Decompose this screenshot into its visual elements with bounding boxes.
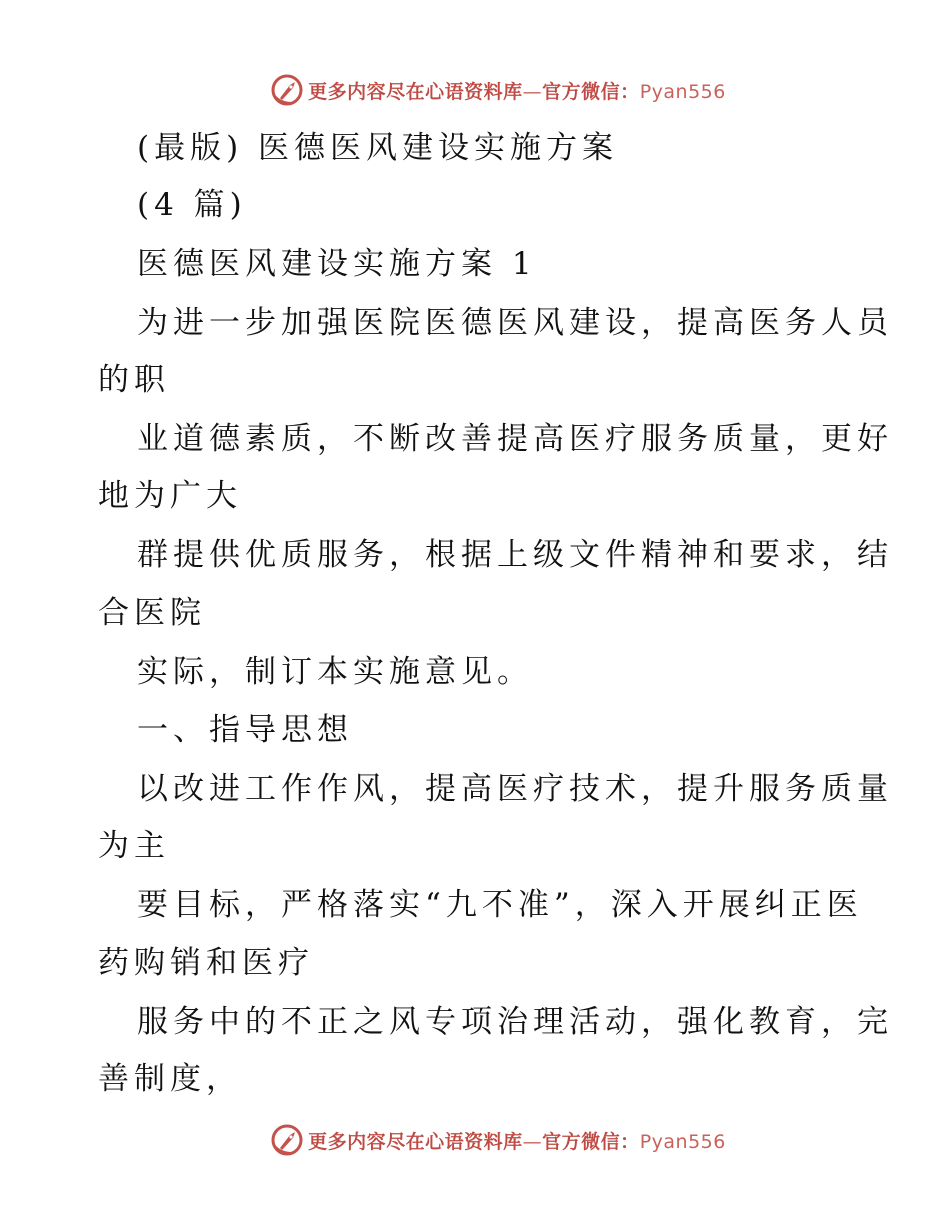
section-heading: 医德医风建设实施方案 1 bbox=[137, 246, 537, 282]
banner-main-text: 更多内容尽在心语资料库 bbox=[308, 1130, 523, 1153]
paragraph-line: 为主 bbox=[98, 828, 170, 864]
paragraph-line: 服务中的不正之风专项治理活动，强化教育，完 bbox=[137, 1004, 893, 1040]
banner-text bbox=[308, 77, 726, 104]
paragraph-line: 合医院 bbox=[98, 595, 206, 631]
paragraph-line: 群提供优质服务，根据上级文件精神和要求，结 bbox=[137, 537, 893, 573]
header-banner bbox=[0, 68, 950, 112]
banner-text bbox=[308, 1127, 726, 1154]
pen-nib-logo-icon bbox=[270, 1123, 304, 1157]
banner-wechat-label: 官方微信： bbox=[542, 1130, 640, 1153]
paragraph-line: 药购销和医疗 bbox=[98, 945, 314, 981]
paragraph-line: 善制度， bbox=[98, 1061, 242, 1097]
paragraph-line: 地为广大 bbox=[98, 478, 242, 514]
banner-wechat-id: Pyan556 bbox=[639, 80, 726, 103]
paragraph-line: 业道德素质，不断改善提高医疗服务质量，更好 bbox=[137, 421, 893, 457]
banner-main-text: 更多内容尽在心语资料库 bbox=[308, 80, 523, 103]
footer-banner bbox=[0, 1118, 950, 1162]
pen-nib-logo-icon bbox=[270, 73, 304, 107]
document-title-line-1: (最版) 医德医风建设实施方案 bbox=[137, 130, 619, 166]
banner-dash: — bbox=[522, 80, 543, 103]
document-title-line-2: (4 篇) bbox=[137, 187, 247, 223]
paragraph-line: 实际，制订本实施意见。 bbox=[137, 654, 533, 690]
banner-wechat-id: Pyan556 bbox=[639, 1130, 726, 1153]
paragraph-line: 的职 bbox=[98, 362, 170, 398]
subsection-heading: 一、指导思想 bbox=[137, 712, 353, 748]
paragraph-line: 要目标，严格落实“九不准”，深入开展纠正医 bbox=[137, 887, 863, 923]
paragraph-line: 为进一步加强医院医德医风建设，提高医务人员 bbox=[137, 305, 893, 341]
banner-wechat-label: 官方微信： bbox=[542, 80, 640, 103]
paragraph-line: 以改进工作作风，提高医疗技术，提升服务质量 bbox=[137, 771, 893, 807]
banner-dash: — bbox=[522, 1130, 543, 1153]
